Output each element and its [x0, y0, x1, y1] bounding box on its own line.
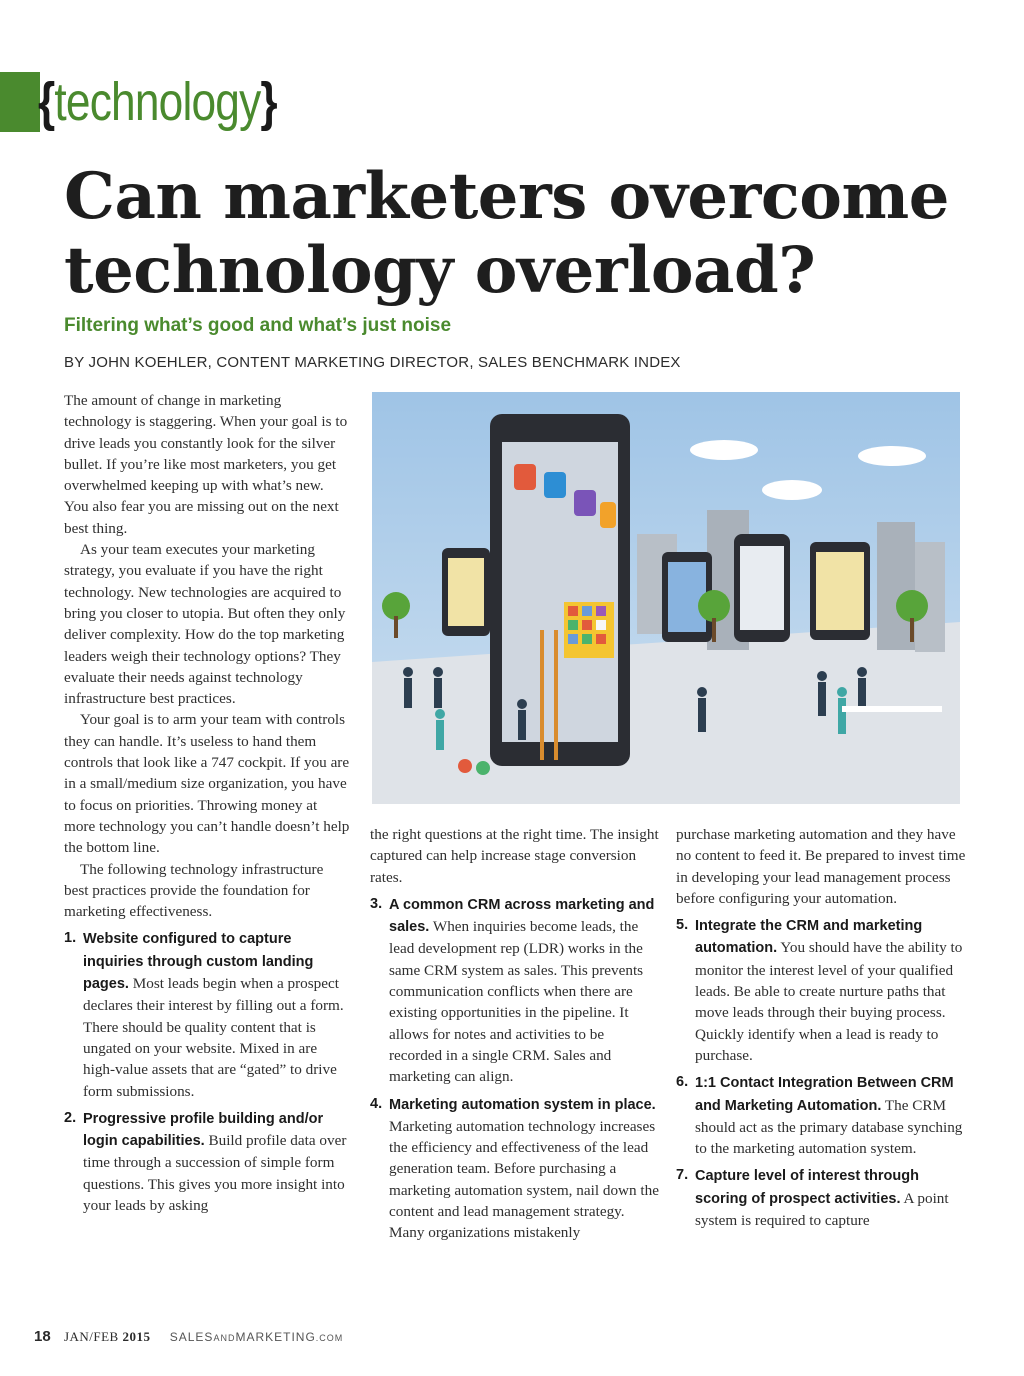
- item-body: When inquiries become leads, the lead development rep (LDR) works in the same CRM system as sales. This prevents communication conflicts when there are existing opportunities in the pipeline. It allows for notes and activities to be recorded in a single CRM. Sales and marketing can align.: [389, 918, 644, 1086]
- article-headline: Can marketers overcome technology overload?: [64, 159, 949, 308]
- item-number: 6.: [676, 1074, 689, 1091]
- continued-paragraph: the right questions at the right time. The insight captured can help increase stage conversion rates.: [370, 826, 659, 886]
- item-lead: 1:1 Contact Integration Between CRM and Marketing Automation.: [695, 1075, 954, 1114]
- item-number: 7.: [676, 1167, 689, 1184]
- item-number: 5.: [676, 917, 689, 934]
- item-body: Marketing automation technology increases the efficiency and effectiveness of the lead generation team. Before purchasing a marketing automation system, nail down the content and lead management strategy. Many organizations mistakenly: [389, 1117, 659, 1242]
- item-lead: Integrate the CRM and marketing automation.: [695, 918, 923, 957]
- column-3: [676, 824, 966, 1237]
- magazine-name-part: .COM: [315, 1333, 344, 1343]
- item-number: 1.: [64, 930, 77, 947]
- item-lead: Capture level of interest through scoring of prospect activities.: [695, 1168, 919, 1207]
- page-number: 18: [34, 1328, 51, 1345]
- list-item: [64, 928, 350, 1101]
- column-2: [370, 824, 660, 1250]
- item-lead: Marketing automation system in place.: [389, 1096, 656, 1113]
- issue-month: JAN/FEB: [63, 1329, 119, 1344]
- continued-paragraph: purchase marketing automation and they have no content to feed it. Be prepared to invest time in developing your lead management process before configuring your automation.: [676, 826, 966, 907]
- item-lead: A common CRM across marketing and sales.: [389, 896, 655, 936]
- best-practices-list-part-1: [64, 928, 350, 1216]
- item-body: The CRM should act as the primary database synching to the marketing automation system.: [695, 1096, 963, 1158]
- marketing-technology-illustration: [372, 392, 960, 804]
- section-label-text: technology: [54, 72, 261, 132]
- best-practices-list-part-2: [370, 894, 660, 1244]
- item-number: 3.: [370, 895, 383, 912]
- item-body: A point system is required to capture: [695, 1189, 949, 1230]
- list-item: [370, 894, 660, 1088]
- column-1: [64, 390, 350, 1222]
- list-item: [64, 1108, 350, 1216]
- item-body: Most leads begin when a prospect declares their interest by filling out a form. There should be quality content that is ungated on your website. Mixed in are high-value assets that are “gated” to drive form submissions.: [83, 975, 344, 1100]
- best-practices-list-part-3: [676, 915, 966, 1231]
- intro-paragraph-2: As your team executes your marketing strategy, you evaluate if you have the right technology. New technologies are acquired to bring you closer to utopia. But often they only deliver complexity. How do the top marketing leaders weigh their technology options? They evaluate their needs against technology infrastructure best practices.: [64, 541, 346, 708]
- issue-year: 2015: [122, 1329, 151, 1344]
- article-subhead: Filtering what’s good and what’s just noise: [64, 315, 452, 336]
- intro-paragraph-3: Your goal is to arm your team with controls they can handle. It’s useless to hand them controls that look like a 747 cockpit. If you are in a small/medium size organization, you have to focus on priorities. Throwing money at more technology you can’t handle doesn’t help the bottom line.: [64, 711, 350, 857]
- item-body: Build profile data over time through a succession of simple form questions. This gives you more insight into your leads by asking: [83, 1132, 347, 1214]
- item-lead: Progressive profile building and/or login capabilities.: [83, 1110, 324, 1150]
- section-color-tab: [0, 72, 40, 132]
- item-body: You should have the ability to monitor the interest level of your qualified leads. Be able to create nurture paths that move leads through their buying process. Quickly identify when a lead is ready to purchase.: [695, 939, 963, 1064]
- intro-paragraph-1: The amount of change in marketing technology is staggering. When your goal is to drive leads you constantly look for the silver bullet. If you’re like most marketers, you get overwhelmed keeping up with what’s new. You also fear you are missing out on the next best thing.: [64, 392, 348, 537]
- magazine-name-part: SALES: [169, 1330, 214, 1344]
- article-byline: BY JOHN KOEHLER, CONTENT MARKETING DIRECTOR, SALES BENCHMARK INDEX: [64, 354, 681, 371]
- item-lead: Website configured to capture inquiries through custom landing pages.: [83, 931, 314, 993]
- list-item: [370, 1094, 660, 1244]
- item-number: 4.: [370, 1095, 383, 1112]
- list-item: [676, 1072, 966, 1159]
- magazine-name-part: MARKETING: [235, 1330, 316, 1344]
- item-number: 2.: [64, 1109, 77, 1126]
- intro-paragraph-4: The following technology infrastructure best practices provide the foundation for marketing effectiveness.: [64, 860, 324, 921]
- issue-date: [64, 1329, 151, 1344]
- section-close-bracket: }: [260, 72, 277, 132]
- section-open-bracket: {: [38, 72, 55, 132]
- page-footer: [34, 1328, 343, 1345]
- list-item: [676, 1165, 966, 1231]
- magazine-name-part: AND: [213, 1333, 236, 1343]
- list-item: [676, 915, 966, 1066]
- magazine-name: [170, 1330, 344, 1344]
- section-label: [38, 70, 277, 134]
